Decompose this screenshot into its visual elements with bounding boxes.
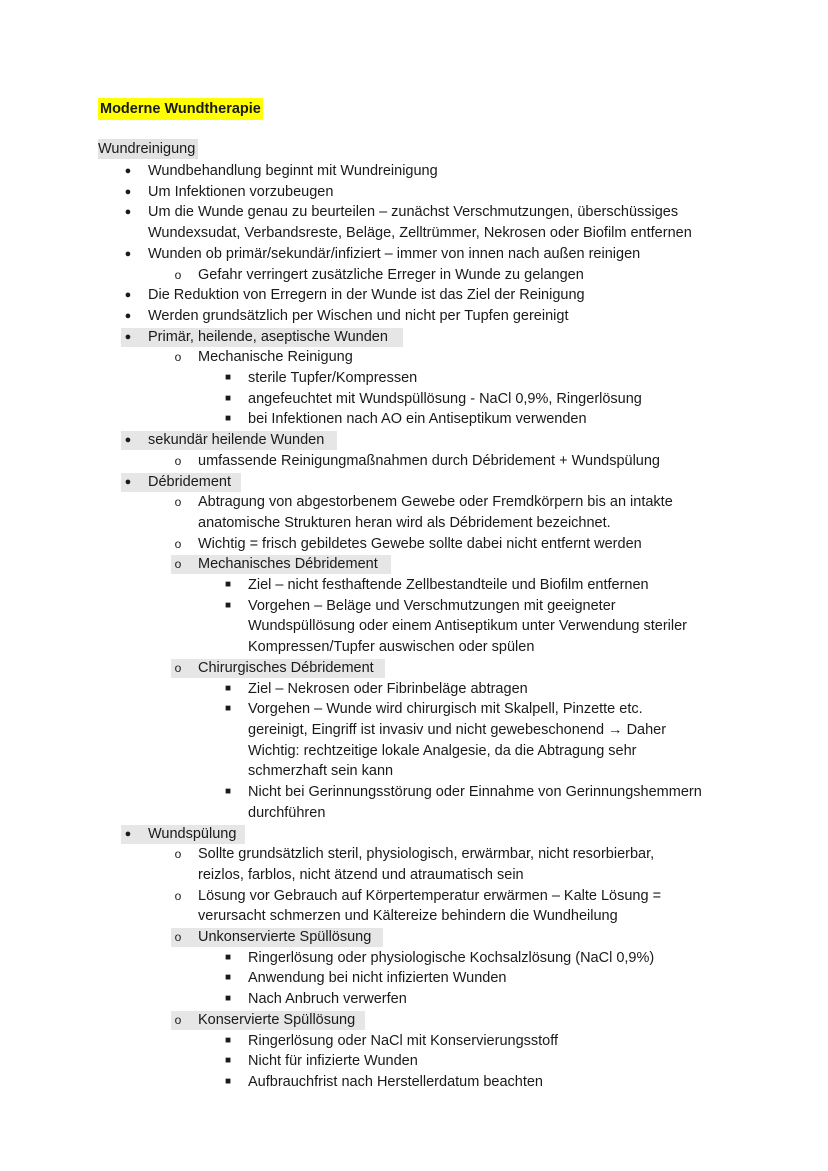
list-item: o Abtragung von abgestorbenem Gewebe oder Fremdkörpern bis an intakte — [0, 492, 828, 513]
bullet-icon: ● — [124, 475, 132, 488]
list-item-continuation: Wundspüllösung oder einem Antiseptikum unter Verwendung steriler — [248, 618, 688, 635]
circle-bullet-icon: o — [174, 536, 182, 551]
list-item: o Wichtig = frisch gebildetes Gewebe sollte dabei nicht entfernt werden — [0, 534, 828, 555]
list-item: ■ Nach Anbruch verwerfen — [0, 989, 828, 1010]
list-item: ■ sterile Tupfer/Kompressen — [0, 368, 828, 389]
list-item: ● Werden grundsätzlich per Wischen und nicht per Tupfen gereinigt — [0, 306, 828, 327]
list-item: ● Um Infektionen vorzubeugen — [0, 182, 828, 203]
circle-bullet-icon: o — [174, 453, 182, 468]
list-item-highlighted: ● sekundär heilende Wunden — [0, 430, 828, 451]
square-bullet-icon: ■ — [224, 951, 232, 963]
square-bullet-icon: ■ — [224, 682, 232, 694]
list-item: o Lösung vor Gebrauch auf Körpertemperatur erwärmen – Kalte Lösung = — [0, 886, 828, 907]
bullet-icon: ● — [124, 247, 132, 260]
circle-bullet-icon: o — [174, 930, 182, 945]
square-bullet-icon: ■ — [224, 1055, 232, 1067]
section-heading: Wundreinigung — [98, 139, 198, 159]
list-item-highlighted: o Mechanisches Débridement — [0, 554, 828, 575]
list-item-highlighted: ● Wundspülung — [0, 824, 828, 845]
list-item-continuation: Kompressen/Tupfer auswischen oder spülen — [248, 639, 535, 656]
square-bullet-icon: ■ — [224, 786, 232, 798]
list-item: o umfassende Reinigungmaßnahmen durch Débridement + Wundspülung — [0, 451, 828, 472]
list-item-continuation: verursacht schmerzen und Kältereize behindern die Wundheilung — [198, 908, 618, 925]
square-bullet-icon: ■ — [224, 703, 232, 715]
square-bullet-icon: ■ — [224, 372, 232, 384]
list-item: ■ Aufbrauchfrist nach Herstellerdatum beachten — [0, 1072, 828, 1093]
bullet-icon: ● — [124, 206, 132, 219]
circle-bullet-icon: o — [174, 557, 182, 572]
list-item-continuation: Wichtig: rechtzeitige lokale Analgesie, da die Abtragung sehr — [248, 742, 637, 759]
circle-bullet-icon: o — [174, 1012, 182, 1027]
list-item-continuation: schmerzhaft sein kann — [248, 763, 394, 780]
circle-bullet-icon: o — [174, 495, 182, 510]
circle-bullet-icon: o — [174, 847, 182, 862]
list-item: ■ Ringerlösung oder NaCl mit Konservierungsstoff — [0, 1031, 828, 1052]
circle-bullet-icon: o — [174, 888, 182, 903]
square-bullet-icon: ■ — [224, 972, 232, 984]
bullet-icon: ● — [124, 330, 132, 343]
list-item: ■ Ziel – Nekrosen oder Fibrinbeläge abtragen — [0, 679, 828, 700]
list-item: ● Wunden ob primär/sekundär/infiziert – immer von innen nach außen reinigen — [0, 244, 828, 265]
list-item: ■ Anwendung bei nicht infizierten Wunden — [0, 968, 828, 989]
circle-bullet-icon: o — [174, 267, 182, 282]
list-item: ■ Ziel – nicht festhaftende Zellbestandteile und Biofilm entfernen — [0, 575, 828, 596]
list-item: ● Wundbehandlung beginnt mit Wundreinigung — [0, 161, 828, 182]
circle-bullet-icon: o — [174, 350, 182, 365]
bullet-icon: ● — [124, 434, 132, 447]
square-bullet-icon: ■ — [224, 579, 232, 591]
square-bullet-icon: ■ — [224, 1034, 232, 1046]
list-item-highlighted: o Unkonservierte Spüllösung — [0, 927, 828, 948]
list-item-highlighted: o Konservierte Spüllösung — [0, 1010, 828, 1031]
square-bullet-icon: ■ — [224, 993, 232, 1005]
bullet-icon: ● — [124, 185, 132, 198]
list-item: ■ bei Infektionen nach AO ein Antiseptikum verwenden — [0, 409, 828, 430]
list-item-highlighted: o Chirurgisches Débridement — [0, 658, 828, 679]
list-item-continuation: gereinigt, Eingriff ist invasiv und nicht gewebeschonend → Daher — [248, 721, 667, 738]
bullet-icon: ● — [124, 309, 132, 322]
list-item-continuation: reizlos, farblos, nicht ätzend und atraumatisch sein — [198, 866, 524, 883]
list-item: ● Um die Wunde genau zu beurteilen – zunächst Verschmutzungen, überschüssiges — [0, 202, 828, 223]
list-item: ● Die Reduktion von Erregern in der Wunde ist das Ziel der Reinigung — [0, 285, 828, 306]
bullet-icon: ● — [124, 827, 132, 840]
square-bullet-icon: ■ — [224, 1075, 232, 1087]
list-item: ■ Nicht für infizierte Wunden — [0, 1051, 828, 1072]
square-bullet-icon: ■ — [224, 599, 232, 611]
list-item: ■ Ringerlösung oder physiologische Kochsalzlösung (NaCl 0,9%) — [0, 948, 828, 969]
list-item-continuation: Wundexsudat, Verbandsreste, Beläge, Zelltrümmer, Nekrosen oder Biofilm entfernen — [148, 225, 692, 242]
list-item: o Sollte grundsätzlich steril, physiologisch, erwärmbar, nicht resorbierbar, — [0, 844, 828, 865]
list-item-highlighted: ● Primär, heilende, aseptische Wunden — [0, 327, 828, 348]
list-item-continuation: durchführen — [248, 804, 326, 821]
list-item: ■ Vorgehen – Beläge und Verschmutzungen mit geeigneter — [0, 596, 828, 617]
list-item-highlighted: ● Débridement — [0, 472, 828, 493]
list-item-continuation: anatomische Strukturen heran wird als Débridement bezeichnet. — [198, 514, 611, 531]
bullet-icon: ● — [124, 165, 132, 177]
list-item: ■ angefeuchtet mit Wundspüllösung - NaCl 0,9%, Ringerlösung — [0, 389, 828, 410]
square-bullet-icon: ■ — [224, 413, 232, 425]
notes-list — [0, 161, 828, 1093]
list-item: o Mechanische Reinigung — [0, 347, 828, 368]
list-item: o Gefahr verringert zusätzliche Erreger in Wunde zu gelangen — [0, 265, 828, 286]
bullet-icon: ● — [124, 289, 132, 302]
document-title: Moderne Wundtherapie — [98, 98, 263, 120]
circle-bullet-icon: o — [174, 660, 182, 675]
list-item: ■ Vorgehen – Wunde wird chirurgisch mit Skalpell, Pinzette etc. — [0, 699, 828, 720]
list-item: ■ Nicht bei Gerinnungsstörung oder Einnahme von Gerinnungshemmern — [0, 782, 828, 803]
square-bullet-icon: ■ — [224, 392, 232, 404]
